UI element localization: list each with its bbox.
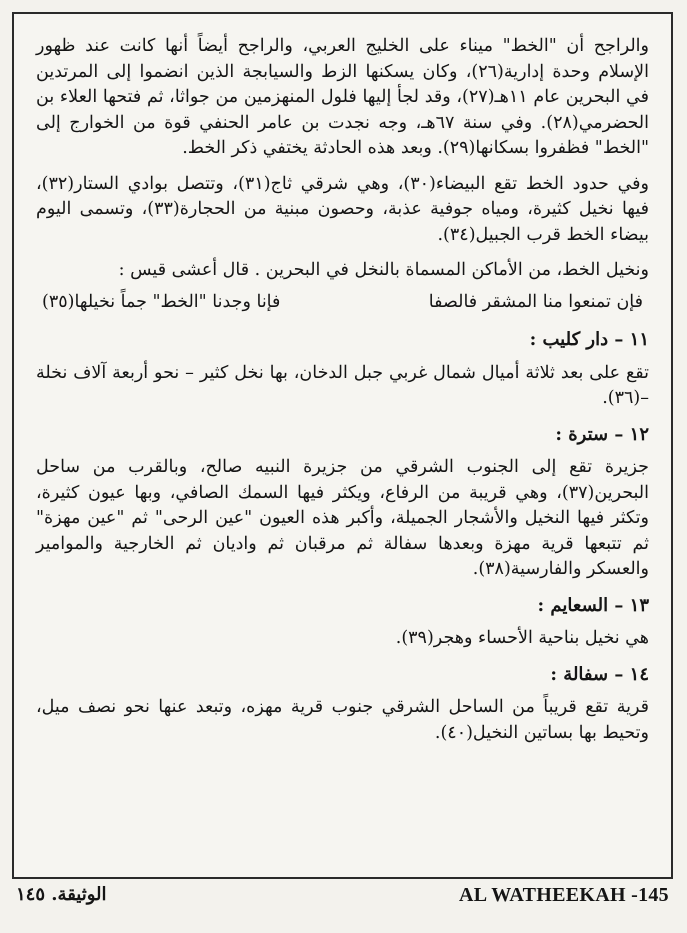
page-body (36, 34, 649, 867)
section-text-dar-kulaib: تقع على بعد ثلاثة أميال شمال غربي جبل الدخان، بها نخل كثير – نحو أربعة آلاف نخلة –(٣٦). (36, 362, 649, 408)
section-text-saayim: هي نخيل بناحية الأحساء وهجر(٣٩). (395, 628, 649, 648)
section-heading-saayim: ١٣ – السعايم : (537, 594, 649, 616)
section-heading-dar-kulaib: ١١ – دار كليب : (529, 329, 649, 350)
section-text-sufala: قرية تقع قريباً من الساحل الشرقي جنوب قرية مهزه، وتبعد عنها نحو نصف ميل، وتحيط بها بساتين النخيل(٤٠). (36, 697, 649, 743)
section-text-sitra: جزيرة تقع إلى الجنوب الشرقي من جزيرة النبيه صالح، وبالقرب من ساحل البحرين(٣٧)، وهي قريبة من الرفاع، ويكثر فيها السمك الصافي، وبها عيون كثيرة، وتكثر فيها النخيل والأشجار الجميلة، وأكبر هذه العيون "عين الرحى" ثم "عين مهزة" ثم تتبعها قرية مهزة وبعدها سفالة ثم مرقبان ثم واديان ثم الخارجية والموامير والعسكر والفارسية(٣٨). (36, 457, 649, 579)
verse-first-hemistich: فإن تمنعوا منا المشقر فالصفا (428, 291, 643, 312)
section-heading-sufala: ١٤ – سفالة : (550, 663, 649, 685)
page-frame (12, 12, 673, 879)
section-heading-sitra: ١٢ – سترة : (555, 423, 649, 445)
footer-journal-page-latin: AL WATHEEKAH -145 (459, 884, 669, 906)
verse-second-hemistich: فإنا وجدنا "الخط" جماً نخيلها(٣٥) (42, 291, 281, 312)
poem-verse (36, 290, 649, 316)
paragraph-khatt-history: والراجح أن "الخط" ميناء على الخليج العربي، والراجح أيضاً أنها كانت عند ظهور الإسلام وحدة إدارية(٢٦)، وكان يسكنها الزط والسيابجة الذين انضموا إلى المرتدين في البحرين عام ١١هـ(٢٧)، وقد لجأ إليها فلول المنهزمين من جواثا، ثم فتحها العلاء بن الحضرمي(٢٨). وفي سنة ٦٧هـ، وجه نجدت بن عامر الحنفي قوة من الخوارج إلى "الخط" فظفروا بسكانها(٢٩). وبعد هذه الحادثة يختفي ذكر الخط. (36, 36, 649, 158)
paragraph-baydha: وفي حدود الخط تقع البيضاء(٣٠)، وهي شرقي ثاج(٣١)، وتتصل بوادي الستار(٣٢)، فيها نخيل كثيرة، ومياه جوفية عذبة، وحصون مبنية من الحجارة(٣٣)، وتسمى اليوم بيضاء الخط قرب الجبيل(٣٤). (36, 173, 649, 245)
page-footer (12, 884, 673, 914)
footer-journal-page-arabic: الوثيقة. ١٤٥ (16, 884, 107, 905)
paragraph-nakheel-alkhatt: ونخيل الخط، من الأماكن المسماة بالنخل في البحرين . قال أعشى قيس : (118, 260, 649, 280)
